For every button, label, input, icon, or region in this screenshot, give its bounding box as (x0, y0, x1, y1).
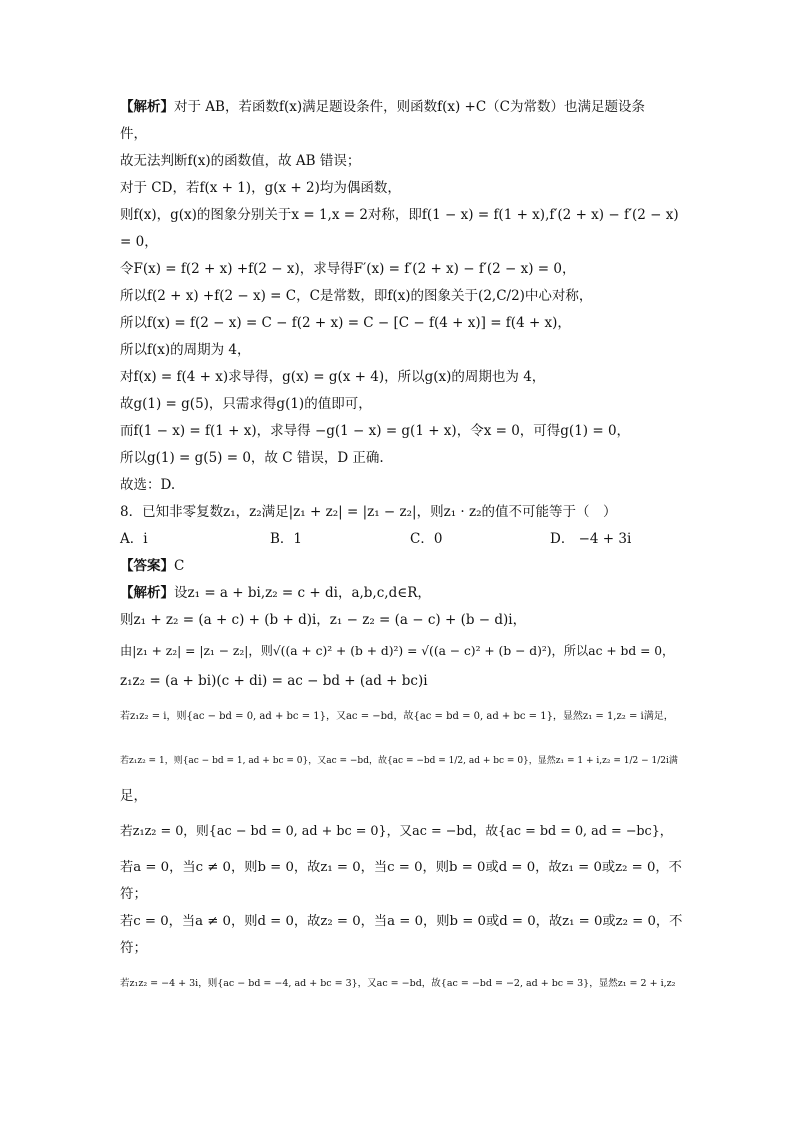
text-line: 所以g(1) = g(5) = 0，故 C 错误，D 正确. (120, 450, 384, 466)
text-line: 对于 CD，若f(x + 1)，g(x + 2)均为偶函数， (120, 180, 401, 196)
text-line: 令F(x) = f(2 + x) +f(2 − x)，求导得F′(x) = f′(2 + x) − f′(2 − x) = 0， (120, 261, 576, 277)
text-line: 若z₁z₂ = 0，则{ac − bd = 0, ad + bc = 0}，又ac = −bd，故{ac = bd = 0, ad = −bc}， (120, 824, 673, 839)
text-line: 故g(1) = g(5)，只需求得g(1)的值即可， (120, 396, 372, 412)
text-line: 所以f(x) = f(2 − x) = C − f(2 + x) = C − [C − f(4 + x)] = f(4 + x)， (120, 315, 571, 331)
section-marker: 【答案】 (120, 558, 174, 574)
text-line: 而f(1 − x) = f(1 + x)，求导得 −g(1 − x) = g(1 + x)，令x = 0，可得g(1) = 0， (120, 423, 631, 439)
text-line: 若c = 0，当a ≠ 0，则d = 0，故z₂ = 0，当a = 0，则b = 0或d = 0，故z₁ = 0或z₂ = 0，不 (120, 914, 683, 929)
text-line: 符； (120, 940, 147, 956)
section-marker: 【解析】 (120, 99, 174, 115)
text-line: 若a = 0，当c ≠ 0，则b = 0，故z₁ = 0，当c = 0，则b = 0或d = 0，故z₁ = 0或z₂ = 0，不 (120, 860, 682, 875)
text-line: 符； (120, 886, 147, 902)
option-b: B．1 (270, 531, 303, 547)
option-d: D． −4 + 3i (550, 531, 632, 547)
text-line: 若z₁z₂ = −4 + 3i，则{ac − bd = −4, ad + bc = 3}，又ac = −bd，故{ac = −bd = −2, ad + bc = 3}，显然z₁ = 2 + i,z₂ (120, 978, 676, 989)
text-line: = 0， (120, 234, 158, 250)
text-line: 则f(x)，g(x)的图象分别关于x = 1,x = 2对称，即f(1 − x) = f(1 + x),f′(2 + x) − f′(2 − x) (120, 207, 679, 223)
question-8: 8．已知非零复数z₁，z₂满足|z₁ + z₂| = |z₁ − z₂|，则z₁ · z₂的值不可能等于（ ） (120, 504, 617, 520)
text-line: 若z₁z₂ = 1，则{ac − bd = 1, ad + bc = 0}，又ac = −bd，故{ac = −bd = 1/2, ad + bc = 0}，显然z₁ = 1 + i,z₂ = 1/2 − 1/2i满 (120, 756, 678, 766)
text-line: 对f(x) = f(4 + x)求导得，g(x) = g(x + 4)，所以g(x)的周期也为 4， (120, 369, 546, 385)
text-line: 【解析】对于 AB，若函数f(x)满足题设条件，则函数f(x) +C（C为常数）也满足题设条 (120, 99, 646, 115)
text-line: 故无法判断f(x)的函数值，故 AB 错误； (120, 153, 361, 169)
text-line: 件， (120, 126, 147, 142)
document-page (120, 94, 683, 1006)
text-line: 由|z₁ + z₂| = |z₁ − z₂|，则√((a + c)² + (b + d)²) = √((a − c)² + (b − d)²)，所以ac + bd = 0， (120, 644, 675, 658)
text-line: z₁z₂ = (a + bi)(c + di) = ac − bd + (ad + bc)i (120, 673, 428, 689)
text-line: 【解析】设z₁ = a + bi,z₂ = c + di，a,b,c,d∈R， (120, 585, 431, 601)
option-a: A．i (120, 531, 148, 547)
answer-options (120, 526, 680, 553)
option-c: C．0 (410, 531, 443, 547)
answer-line: 【答案】C (120, 558, 185, 574)
text-line: 足， (120, 788, 147, 804)
text-line: 若z₁z₂ = i，则{ac − bd = 0, ad + bc = 1}，又ac = −bd，故{ac = bd = 0, ad + bc = 1}，显然z₁ = 1,z₂ = i满足， (120, 711, 674, 722)
section-marker: 【解析】 (120, 585, 174, 601)
text-line: 所以f(x)的周期为 4， (120, 342, 251, 358)
text-line: 故选：D. (120, 477, 176, 493)
text-line: 所以f(2 + x) +f(2 − x) = C，C是常数，即f(x)的图象关于(2,C/2)中心对称， (120, 288, 593, 304)
text-line: 则z₁ + z₂ = (a + c) + (b + d)i，z₁ − z₂ = (a − c) + (b − d)i， (120, 612, 527, 628)
